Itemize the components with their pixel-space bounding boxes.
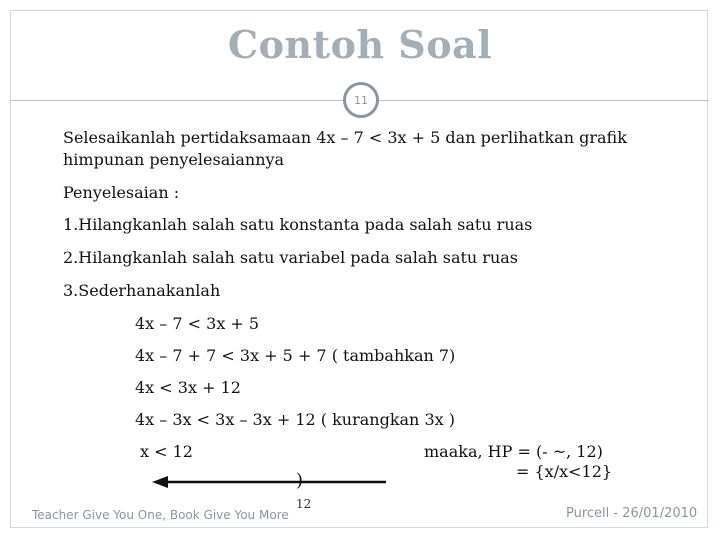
problem-line-2: himpunan penyelesaiannya xyxy=(63,150,285,169)
title-divider-right xyxy=(379,100,709,101)
endpoint-label: 12 xyxy=(296,497,312,511)
step-3: 3.Sederhanakanlah xyxy=(63,281,221,300)
work-line-3: 4x < 3x + 12 xyxy=(135,378,241,397)
step-2: 2.Hilangkanlah salah satu variabel pada salah satu ruas xyxy=(63,248,519,267)
result-line: x < 12 xyxy=(140,442,193,461)
solution-label: Penyelesaian : xyxy=(63,183,180,202)
problem-line-1: Selesaikanlah pertidaksamaan 4x – 7 < 3x + 5 dan perlihatkan grafik xyxy=(63,128,627,147)
slide-title: Contoh Soal xyxy=(227,22,493,67)
open-endpoint-paren: ) xyxy=(296,470,304,491)
work-line-4: 4x – 3x < 3x – 3x + 12 ( kurangkan 3x ) xyxy=(135,410,455,429)
step-1: 1.Hilangkanlah salah satu konstanta pada salah satu ruas xyxy=(63,215,533,234)
hp-line-1: maaka, HP = (- ~, 12) xyxy=(424,442,603,461)
hp-line-2: = {x/x<12} xyxy=(516,462,613,481)
work-line-2: 4x – 7 + 7 < 3x + 5 + 7 ( tambahkan 7) xyxy=(135,346,456,365)
page-number-badge: 11 xyxy=(343,82,379,118)
number-line xyxy=(150,472,400,492)
left-arrow-icon xyxy=(152,476,168,488)
footer-credit: Purcell - 26/01/2010 xyxy=(566,506,698,521)
footer-tagline: Teacher Give You One, Book Give You More xyxy=(32,508,289,522)
work-line-1: 4x – 7 < 3x + 5 xyxy=(135,314,260,333)
title-divider-left xyxy=(10,100,343,101)
